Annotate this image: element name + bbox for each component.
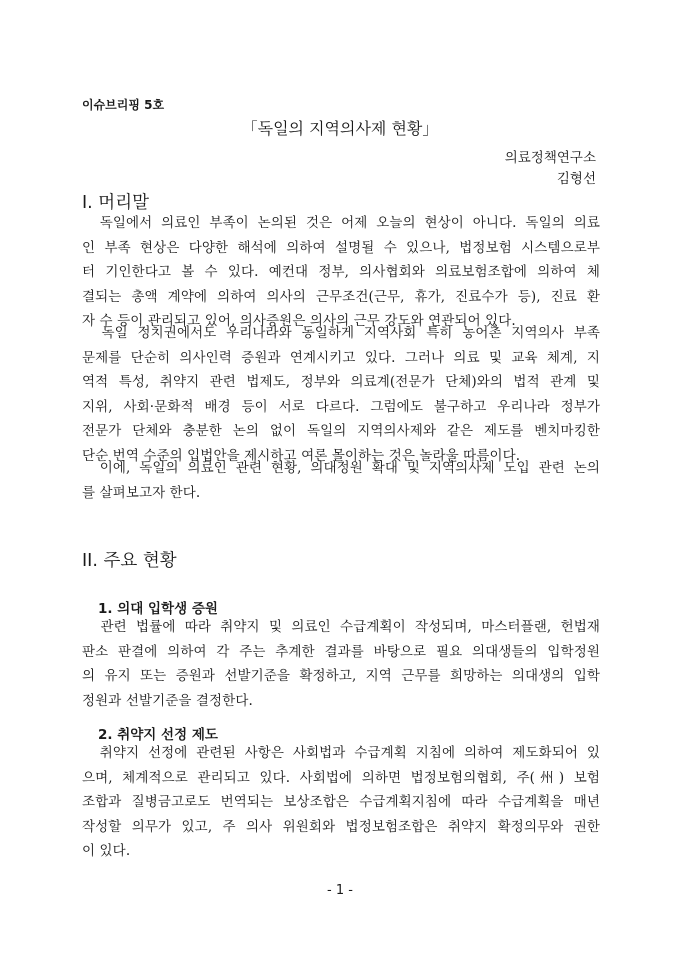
page-number: - 1 - [327,883,353,898]
text-line: 이 있다. [82,843,131,859]
text-line: 결되는 총액 계약에 의하여 의사의 근무조건(근무, 휴가, 진료수가 등), 진료 환 [82,288,600,305]
paragraph-2 [82,321,600,468]
series-label: 이슈브리핑 5호 [82,98,165,112]
section-heading-intro: I. 머리말 [82,193,150,213]
text-line: 문제를 단순히 의사인력 증원과 연계시키고 있다. 그러나 의료 및 교육 체계, 지 [82,349,600,366]
text-line: 의 유지 또는 증원과 선발기준을 확정하고, 지역 근무를 희망하는 의대생의 입학 [82,668,600,684]
text-line: 판소 판결에 의하여 각 주는 추계한 결과를 바탕으로 필요 의대생들의 입학정원 [82,643,600,660]
document-title: 「독일의 지역의사제 현황」 [241,119,439,138]
text-line: 조합과 질병금고로도 번역되는 보상조합은 수급계획지침에 따라 수급계획을 매년 [82,794,600,810]
text-line: 를 살펴보고자 한다. [82,484,201,501]
section-heading-status: II. 주요 현황 [82,551,177,571]
text-line: 역적 특성, 취약지 관련 법제도, 정부와 의료계(전문가 단체)와의 법적 관계 및 [82,374,600,390]
text-line: 전문가 단체와 충분한 논의 없이 독일의 지역의사제와 같은 제도를 벤치마킹한 [82,423,600,439]
author: 김형선 [556,171,596,187]
organization: 의료정책연구소 [504,150,596,166]
text-line: 정원과 선발기준을 결정한다. [82,692,253,709]
paragraph-1 [82,211,600,334]
paragraph-3 [82,456,600,505]
subsection-heading-underserved: 2. 취약지 선정 제도 [98,727,218,743]
text-line: 지위, 사회·문화적 배경 등이 서로 다르다. 그럼에도 불구하고 우리나라 정부가 [82,398,600,415]
paragraph-underserved [82,741,600,864]
text-line: 독일에서 의료인 부족이 논의된 것은 어제 오늘의 현상이 아니다. 독일의 의료 [82,215,600,231]
text-line: 인 부족 현상은 다양한 해석에 의하여 설명될 수 있으나, 법정보험 시스템으로부 [82,239,600,256]
text-line: 취약지 선정에 관련된 사항은 사회법과 수급계획 지침에 의하여 제도화되어 있 [82,745,600,761]
text-line: 단순 번역 수준의 입법안을 제시하고 여론 몰이하는 것은 놀라울 따름이다. [82,447,521,464]
text-line: 자 수 등이 관리되고 있어, 의사증원은 의사의 근무 강도와 연관되어 있다. [82,313,516,329]
text-line: 작성할 의무가 있고, 주 의사 위원회와 법정보험조합은 취약지 확정의무와 권한 [82,818,600,835]
subsection-heading-admission: 1. 의대 입학생 증원 [98,601,218,617]
text-line: 터 기인한다고 볼 수 있다. 예컨대 정부, 의사협회와 의료보험조합에 의하여 체 [82,264,600,280]
paragraph-admission [82,615,600,713]
text-line: 이에, 독일의 의료인 관련 현황, 의대정원 확대 및 지역의사제 도입 관련 논의 [82,460,600,476]
text-line: 으며, 체계적으로 관리되고 있다. 사회법에 의하면 법정보험의협회, 주(州) 보험 [82,769,600,786]
text-line: 관련 법률에 따라 취약지 및 의료인 수급계획이 작성되며, 마스터플랜, 헌법재 [82,619,600,635]
text-line: 독일 정치권에서도 우리나라와 동일하게 지역사회 특히 농어촌 지역의사 부족 [82,325,600,341]
